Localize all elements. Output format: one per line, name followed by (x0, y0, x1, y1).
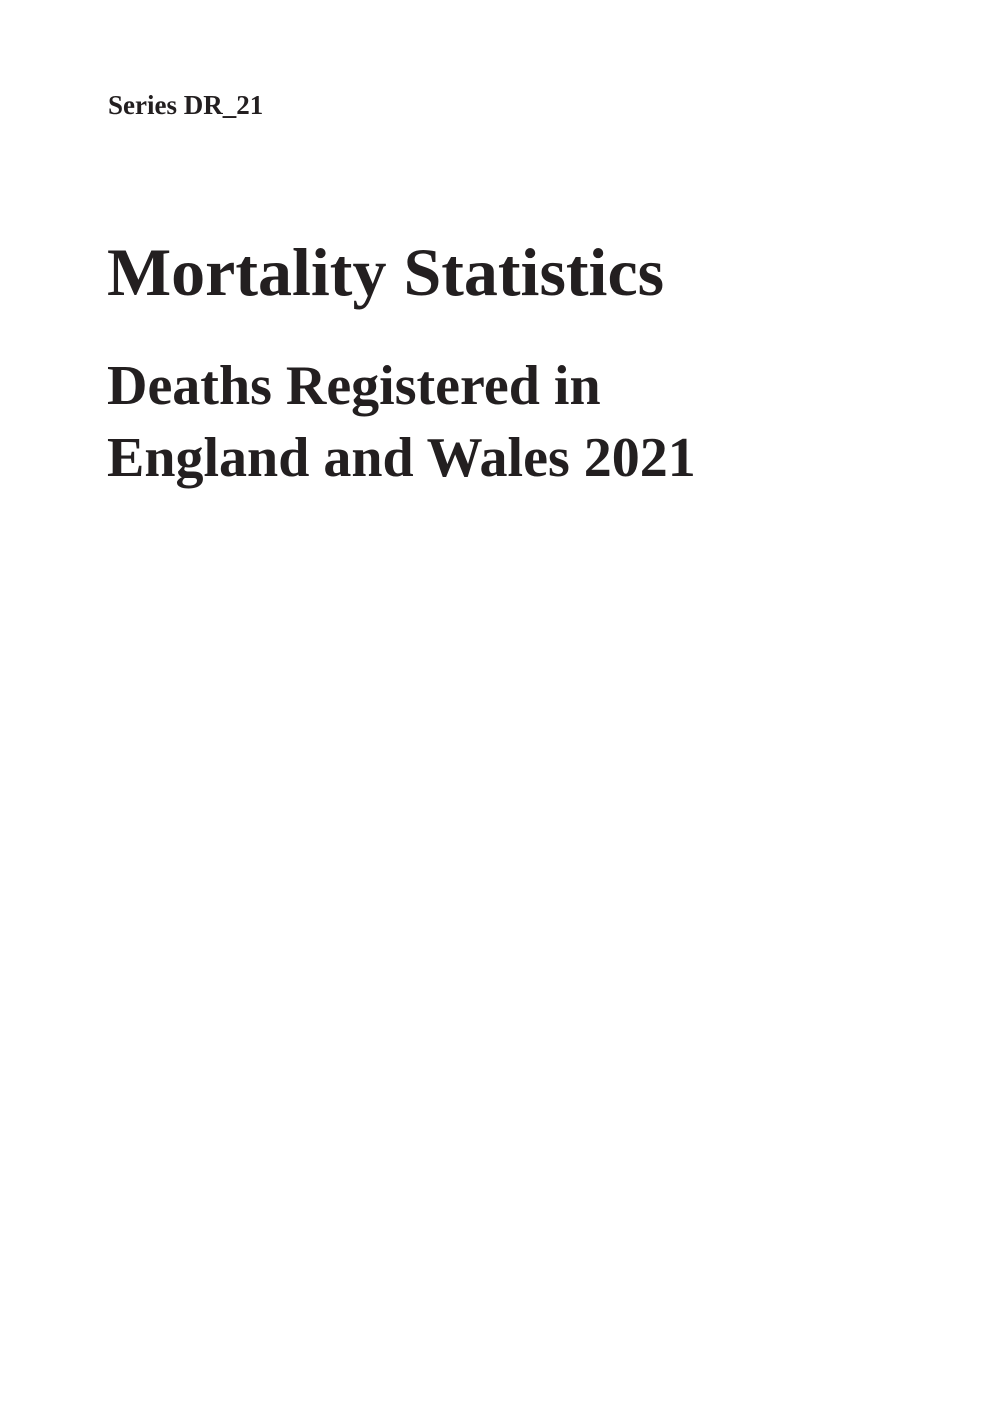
series-label: Series DR_21 (108, 90, 264, 120)
subtitle (107, 350, 696, 494)
subtitle-line-2: England and Wales 2021 (107, 427, 696, 489)
subtitle-line-1: Deaths Registered in (107, 355, 601, 417)
page-title: Mortality Statistics (107, 234, 665, 310)
